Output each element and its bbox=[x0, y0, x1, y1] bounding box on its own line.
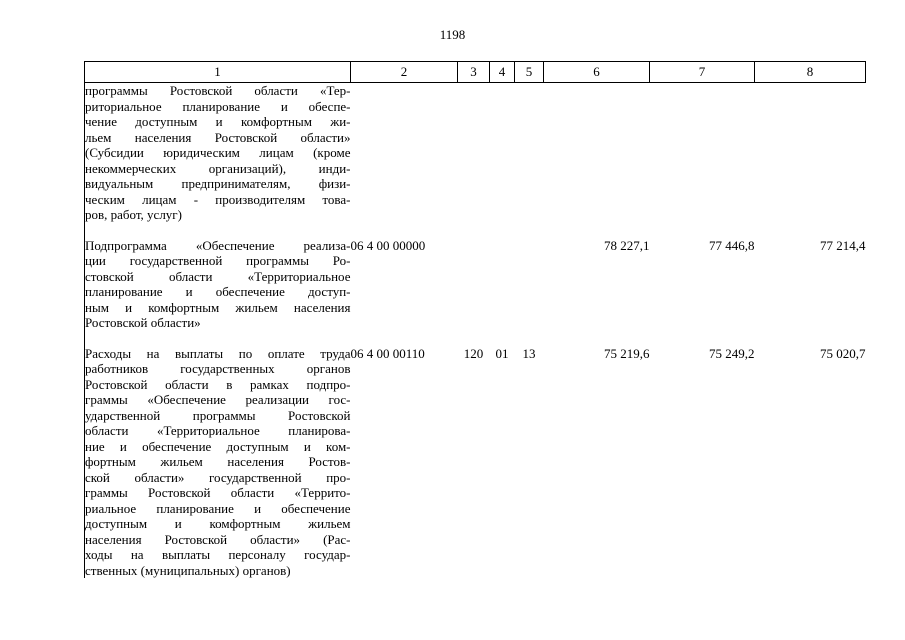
description-line: ственных (муниципальных) органов) bbox=[85, 562, 291, 578]
row-value-2 bbox=[650, 83, 755, 223]
row-code: 06 4 00 00000 bbox=[350, 237, 426, 253]
description-line: ческим лицам - производителям това- bbox=[85, 191, 351, 207]
header-col-6: 6 bbox=[544, 62, 650, 83]
description-line: области «Территориальное планирова- bbox=[85, 423, 351, 438]
header-col-2: 2 bbox=[351, 62, 458, 83]
header-row bbox=[85, 62, 866, 83]
description-line: ров, работ, услуг) bbox=[85, 207, 182, 222]
description-line: ным и комфортным жильем населения bbox=[85, 299, 351, 315]
description-line: чение доступным и комфортным жи- bbox=[85, 114, 351, 129]
description-line: фортным жильем населения Ростов- bbox=[85, 454, 351, 469]
description-line: граммы «Обеспечение реализации гос- bbox=[85, 392, 351, 407]
row-pr bbox=[515, 223, 544, 331]
description-line: некоммерческих организаций), инди- bbox=[85, 160, 351, 176]
description-line: граммы Ростовской области «Террито- bbox=[85, 485, 351, 500]
row-vr bbox=[458, 83, 490, 223]
header-col-1: 1 bbox=[85, 62, 351, 83]
description-line: Ростовской области в рамках подпро- bbox=[85, 376, 351, 392]
row-code bbox=[351, 83, 458, 223]
description-line: ние и обеспечение доступным и ком- bbox=[85, 438, 351, 454]
table-row bbox=[85, 83, 866, 223]
row-value-1: 78 227,1 bbox=[604, 237, 650, 253]
row-value-3: 77 214,4 bbox=[820, 237, 866, 253]
row-rz bbox=[490, 83, 515, 223]
description-line: ударственной программы Ростовской bbox=[85, 407, 351, 423]
row-value-2: 75 249,2 bbox=[709, 345, 755, 361]
description-line: льем населения Ростовской области» bbox=[85, 129, 351, 145]
row-vr bbox=[458, 223, 490, 331]
row-value-2: 77 446,8 bbox=[709, 237, 755, 253]
row-pr: 13 bbox=[522, 345, 536, 361]
row-description bbox=[85, 83, 351, 223]
header-col-7: 7 bbox=[650, 62, 755, 83]
row-code: 06 4 00 00110 bbox=[350, 345, 425, 361]
row-rz: 01 bbox=[495, 345, 509, 361]
row-value-1: 75 219,6 bbox=[604, 345, 650, 361]
description-line: программы Ростовской области «Тер- bbox=[85, 83, 351, 98]
row-vr: 120 bbox=[463, 345, 484, 361]
header-col-4: 4 bbox=[490, 62, 515, 83]
description-line: ции государственной программы Ро- bbox=[85, 253, 351, 268]
table-row bbox=[85, 331, 866, 579]
description-line: видуальным предпринимателям, физи- bbox=[85, 176, 351, 191]
budget-table bbox=[84, 61, 866, 578]
description-line: работников государственных органов bbox=[85, 361, 351, 376]
description-line: планирование и обеспечение доступ- bbox=[85, 284, 351, 299]
description-line: риальное планирование и обеспечение bbox=[85, 500, 351, 516]
row-value-3: 75 020,7 bbox=[820, 345, 866, 361]
header-col-3: 3 bbox=[458, 62, 490, 83]
row-value-3 bbox=[755, 83, 866, 223]
description-line: стовской области «Территориальное bbox=[85, 268, 351, 284]
description-line: Подпрограмма «Обеспечение реализа- bbox=[85, 237, 351, 253]
row-pr bbox=[515, 83, 544, 223]
description-line: Расходы на выплаты по оплате труда bbox=[85, 345, 351, 361]
row-value-1 bbox=[544, 83, 650, 223]
description-line: (Субсидии юридическим лицам (кроме bbox=[85, 145, 351, 160]
description-line: риториальное планирование и обеспе- bbox=[85, 98, 351, 114]
page-number: 1198 bbox=[439, 27, 466, 42]
row-rz bbox=[490, 223, 515, 331]
description-line: ходы на выплаты персоналу государ- bbox=[85, 547, 351, 562]
table-row bbox=[85, 223, 866, 331]
header-col-5: 5 bbox=[515, 62, 544, 83]
row-description bbox=[85, 223, 351, 331]
description-line: ской области» государственной про- bbox=[85, 469, 351, 485]
description-line: доступным и комфортным жильем bbox=[85, 516, 351, 531]
header-col-8: 8 bbox=[755, 62, 866, 83]
description-line: Ростовской области» bbox=[85, 315, 201, 330]
description-line: населения Ростовской области» (Рас- bbox=[85, 531, 351, 547]
row-description bbox=[85, 331, 351, 579]
